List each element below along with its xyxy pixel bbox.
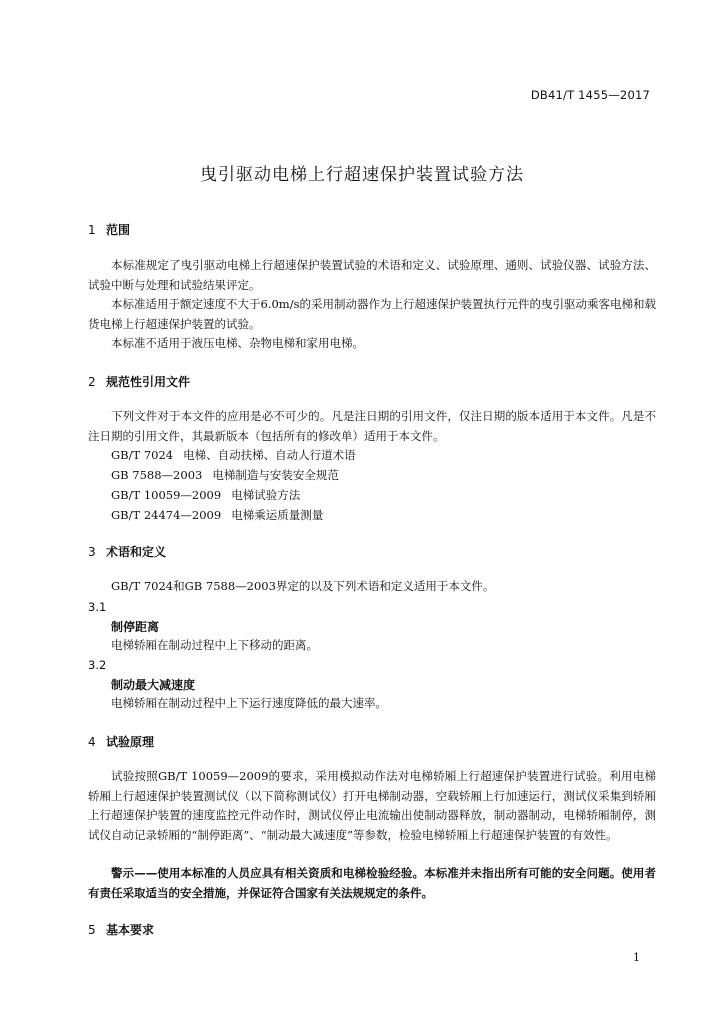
reference-code: GB 7588—2003: [111, 468, 203, 482]
reference-name: 电梯试验方法: [231, 488, 301, 502]
term-name: 制动最大减速度: [111, 678, 196, 692]
section-title: 术语和定义: [106, 545, 167, 559]
scope-paragraph-2: 本标准适用于额定速度不大于6.0m/s的采用制动器作为上行超速保护装置执行元件的曳引驱动乘客电梯和载货电梯上行超速保护装置的试验。: [88, 297, 656, 331]
document-title: 曳引驱动电梯上行超速保护装置试验方法: [200, 165, 524, 185]
section-2-heading: [88, 373, 190, 390]
section-title: 试验原理: [106, 735, 155, 749]
section-number: 3: [88, 545, 96, 559]
term-definition: 电梯轿厢在制动过程中上下运行速度降低的最大速率。: [111, 696, 387, 710]
reference-name: 电梯、自动扶梯、自动人行道术语: [183, 448, 356, 462]
section-3-heading: [88, 543, 166, 560]
scope-paragraph-3: 本标准不适用于液压电梯、杂物电梯和家用电梯。: [111, 336, 364, 350]
section-title: 规范性引用文件: [106, 375, 191, 389]
section-4-heading: [88, 733, 154, 750]
reference-item: [111, 465, 339, 485]
term-number: 3.2: [88, 658, 107, 672]
section-title: 基本要求: [106, 923, 155, 937]
reference-name: 电梯乘运质量测量: [231, 508, 324, 522]
section-number: 4: [88, 735, 96, 749]
term-number: 3.1: [88, 600, 107, 614]
reference-item: [111, 505, 323, 525]
reference-code: GB/T 7024: [111, 448, 174, 462]
section-number: 1: [88, 223, 96, 237]
terms-intro-paragraph: GB/T 7024和GB 7588—2003界定的以及下列术语和定义适用于本文件。: [111, 579, 495, 593]
warning-paragraph: 警示——使用本标准的人员应具有相关资质和电梯检验经验。本标准并未指出所有可能的安全问题。使用者有责任采取适当的安全措施，并保证符合国家有关法规规定的条件。: [88, 866, 656, 900]
section-title: 范围: [106, 223, 131, 237]
test-principle-paragraph: 试验按照GB/T 10059—2009的要求，采用模拟动作法对电梯轿厢上行超速保护装置进行试验。利用电梯轿厢上行超速保护装置测试仪（以下简称测试仪）打开电梯制动器，空载轿厢上行加速运行，测试仪采集到轿厢上行超速保护装置的速度监控元件动作时，测试仪停止电流输出使制动器释放，制动器制动，电梯轿厢制停，测试仪自动记录轿厢的“制停距离”、“制动最大减速度”等参数，检验电梯轿厢上行超速保护装置的有效性。: [88, 769, 656, 842]
scope-paragraph-1: 本标准规定了曳引驱动电梯上行超速保护装置试验的术语和定义、试验原理、通则、试验仪器、试验方法、试验中断与处理和试验结果评定。: [88, 258, 656, 292]
term-definition: 电梯轿厢在制动过程中上下移动的距离。: [111, 638, 318, 652]
term-name: 制停距离: [111, 620, 160, 634]
section-number: 5: [88, 923, 96, 937]
section-number: 2: [88, 375, 96, 389]
section-1-heading: [88, 221, 130, 238]
reference-name: 电梯制造与安装安全规范: [212, 468, 339, 482]
reference-item: [111, 445, 356, 465]
reference-item: [111, 485, 300, 505]
reference-code: GB/T 10059—2009: [111, 488, 222, 502]
reference-code: GB/T 24474—2009: [111, 508, 222, 522]
standard-code: DB41/T 1455—2017: [530, 88, 650, 102]
section-5-heading: [88, 921, 154, 938]
normative-refs-paragraph: 下列文件对于本文件的应用是必不可少的。凡是注日期的引用文件，仅注日期的版本适用于本文件。凡是不注日期的引用文件，其最新版本（包括所有的修改单）适用于本文件。: [88, 409, 656, 443]
page-number: 1: [633, 951, 640, 964]
